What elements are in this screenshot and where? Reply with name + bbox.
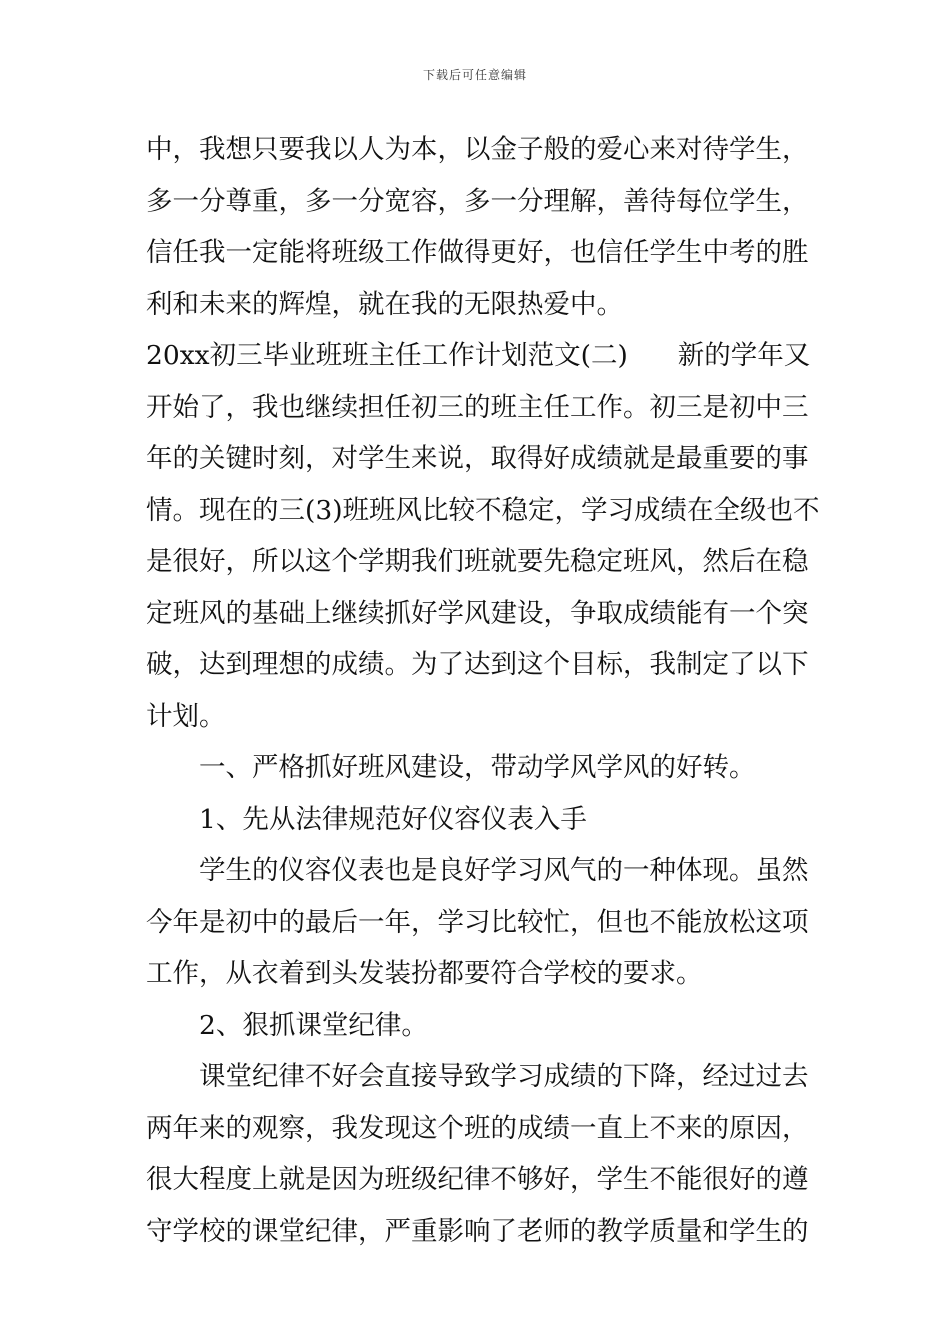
paragraph-line: 工作，从衣着到头发装扮都要符合学校的要求。 [146,958,703,989]
section-continuation: 新的学年又 [677,340,811,371]
paragraph-line: 两年来的观察，我发现这个班的成绩一直上不来的原因， [146,1112,809,1144]
heading-level-1: 一、严格抓好班风建设，带动学风学风的好转。 [199,752,756,783]
paragraph-line: 很大程度上就是因为班级纪律不够好，学生不能很好的遵 [146,1164,809,1195]
paragraph-line: 情。现在的三(3)班班风比较不稳定，学习成绩在全级也不 [146,494,820,526]
paragraph-line: 定班风的基础上继续抓好学风建设，争取成绩能有一个突 [146,597,809,629]
paragraph-line: 学生的仪容仪表也是良好学习风气的一种体现。虽然 [199,855,809,886]
heading-item-2: 2、狠抓课堂纪律。 [199,1009,428,1041]
paragraph-line: 是很好，所以这个学期我们班就要先稳定班风，然后在稳 [146,546,809,577]
paragraph-line: 年的关键时刻，对学生来说，取得好成绩就是最重要的事 [146,443,809,474]
section-heading-line [146,330,811,382]
paragraph-line: 信任我一定能将班级工作做得更好，也信任学生中考的胜 [146,237,809,268]
document-body [146,124,820,1257]
paragraph-line: 破，达到理想的成绩。为了达到这个目标，我制定了以下 [146,649,809,680]
section-title: 20xx初三毕业班班主任工作计划范文(二) [146,340,628,371]
paragraph-line: 开始了，我也继续担任初三的班主任工作。初三是初中三 [146,391,809,423]
paragraph-line: 中，我想只要我以人为本，以金子般的爱心来对待学生， [146,134,809,165]
paragraph-line: 多一分尊重，多一分宽容，多一分理解，善待每位学生， [146,185,809,217]
paragraph-line: 守学校的课堂纪律，严重影响了老师的教学质量和学生的 [146,1215,809,1247]
paragraph-line: 课堂纪律不好会直接导致学习成绩的下降，经过过去 [199,1061,809,1092]
page-header-note: 下载后可任意编辑 [422,68,527,82]
paragraph-line: 利和未来的辉煌，就在我的无限热爱中。 [146,288,623,320]
paragraph-line: 今年是初中的最后一年，学习比较忙，但也不能放松这项 [146,906,809,938]
paragraph-line: 计划。 [146,700,226,732]
heading-item-1: 1、先从法律规范好仪容仪表入手 [199,803,587,835]
